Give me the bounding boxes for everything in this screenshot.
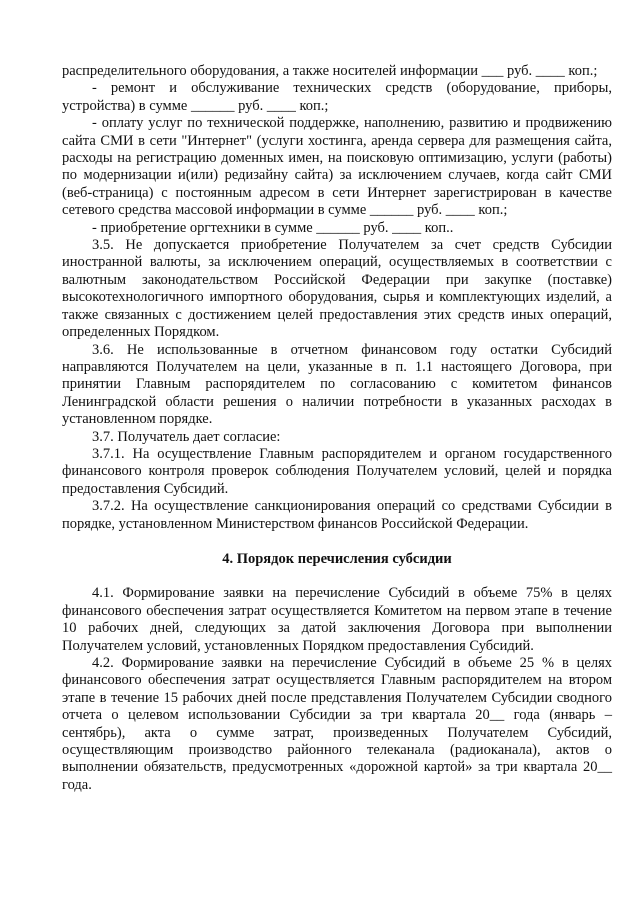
paragraph-4-2: 4.2. Формирование заявки на перечисление Субсидий в объеме 25 % в целях финансового обеспечения затрат осуществляется Главным распорядителем на втором этапе в течение 15 рабочих дней после представления Получателем Субсидии сводного отчета о целевом использовании Субсидии за три квартала 20__ года (январь – сентябрь), акта о сумме затрат, произведенных Получателем Субсидий, осуществляющим производство районного телеканала (радиоканала), актов о выполнении обязательств, предусмотренных «дорожной картой» за три квартала 20__ года. [62, 655, 612, 793]
paragraph-4-1: 4.1. Формирование заявки на перечисление Субсидий в объеме 75% в целях финансового обеспечения затрат осуществляется Комитетом на первом этапе в течение 10 рабочих дней, следующих за датой заключения Договора при выполнении Получателем условий, установленных Порядком предоставления Субсидий. [62, 585, 612, 654]
paragraph-3-7-1: 3.7.1. На осуществление Главным распорядителем и органом государственного финансового контроля проверок соблюдения Получателем условий, целей и порядка предоставления Субсидий. [62, 445, 612, 497]
paragraph-office-equipment: - приобретение оргтехники в сумме ______ руб. ____ коп.. [92, 219, 454, 236]
paragraph-3-7-2: 3.7.2. На осуществление санкционирования операций со средствами Субсидии в порядке, установленном Министерством финансов Российской Федерации. [62, 498, 612, 532]
paragraph-website-services: - оплату услуг по технической поддержке, наполнению, развитию и продвижению сайта СМИ в сети "Интернет" (услуги хостинга, аренда сервера для размещения сайта, расходы на регистрацию доменных имен, на поисковую оптимизацию, услуги (работы) по модернизации и(или) редизайну сайта) за исключением случаев, когда сайт СМИ (веб-страница) с постоянным адресом в сети Интернет зарегистрирован в качестве сетевого средства массовой информации в сумме ______ руб. ____ коп.; [62, 115, 612, 219]
paragraph-3-6: 3.6. Не использованные в отчетном финансовом году остатки Субсидий направляются Получателем на цели, указанные в п. 1.1 настоящего Договора, при принятии Главным распорядителем по согласованию с комитетом финансов Ленинградской области решения о наличии потребности в указанных расходах в установленном порядке. [62, 341, 612, 428]
paragraph-3-5: 3.5. Не допускается приобретение Получателем за счет средств Субсидии иностранной валюты, за исключением операций, осуществляемых в соответствии с валютным законодательством Российской Федерации при закупке (поставке) высокотехнологичного импортного оборудования, сырья и комплектующих изделий, а также связанных с достижением целей предоставления этих средств иных операций, определенных Порядком. [62, 237, 612, 341]
section-heading: 4. Порядок перечисления субсидии [222, 550, 452, 567]
paragraph-3-7: 3.7. Получатель дает согласие: [92, 428, 281, 445]
paragraph-repair-services: - ремонт и обслуживание технических средств (оборудование, приборы, устройства) в сумме ______ руб. ____ коп.; [62, 80, 612, 114]
document-page [62, 63, 612, 794]
paragraph-continuation: распределительного оборудования, а также носителей информации ___ руб. ____ коп.; [62, 63, 598, 79]
